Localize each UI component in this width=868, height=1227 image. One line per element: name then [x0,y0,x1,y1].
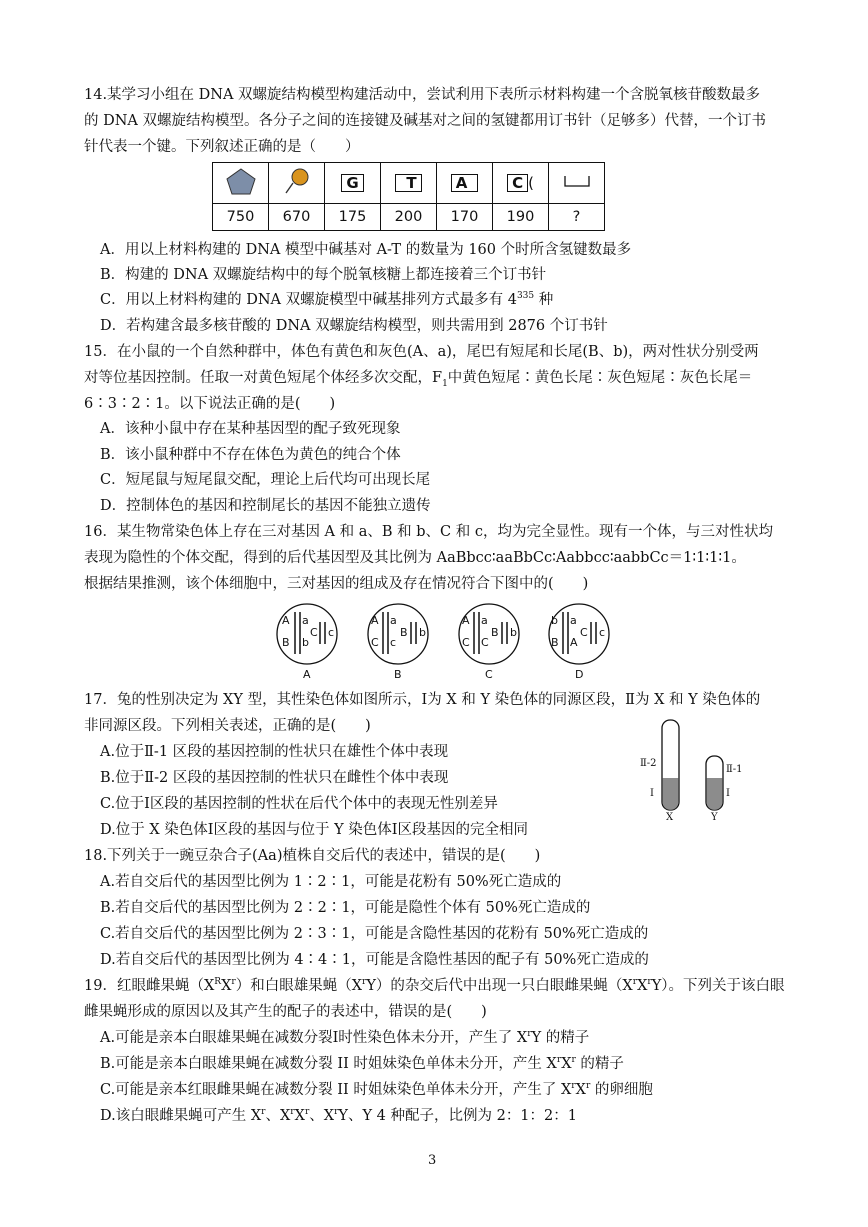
q15-line2: 对等位基因控制。任取一对黄色短尾个体经多次交配，$F_1$中黄色短尾∶黄色长尾∶灰色短尾∶灰色长尾＝ [84,370,753,389]
q14-option-a: A．用以上材料构建的 DNA 模型中碱基对 A-T 的数量为 160 个时所含氢键数最多 [100,242,632,258]
q18-option-a: A.若自交后代的基因型比例为 1∶2∶1，可能是花粉有 50%死亡造成的 [100,874,562,890]
q19-line1: 19．红眼雌果蝇$(X^RX^r)$和白眼雄果蝇$(X^rY)$的杂交后代中出现一只白眼雌果蝇$(X^rX^rY)$。下列关于该白眼 [84,977,785,994]
svg-text:b: b [551,614,558,627]
q17-line1: 17．兔的性别决定为 XY 型，其性染色体如图所示，Ⅰ为 X 和 Y 染色体的同源区段，Ⅱ为 X 和 Y 染色体的 [84,692,761,708]
svg-text:C: C [580,626,588,639]
q14-line2: 的 DNA 双螺旋结构模型。各分子之间的连接键及碱基对之间的氢键都用订书针（足够多）代替，一个订书 [84,113,766,129]
q16-line1: 16．某生物常染色体上存在三对基因 A 和 a、B 和 b、C 和 c，均为完全显性。现有一个体，与三对性状均 [84,524,773,540]
svg-text:C: C [462,636,470,649]
svg-text:C: C [371,636,379,649]
svg-text:a: a [390,614,397,627]
svg-text:b: b [510,626,517,639]
cell-d [549,604,609,681]
q19-option-a: A.可能是亲本白眼雄果蝇在减数分裂Ⅰ时性染色体未分开，产生了 $X^rY$ 的精子 [100,1029,590,1046]
q16-line2: 表现为隐性的个体交配，得到的后代基因型及其比例为 AaBbcc∶aaBbCc∶Aabbcc∶aabbCc＝1∶1∶1∶1。 [84,550,746,566]
svg-text:A: A [371,614,379,627]
cell-diagram [270,598,620,682]
svg-text:B: B [400,626,408,639]
cell-b [368,604,428,681]
svg-text:A: A [462,614,470,627]
q15-option-c: C．短尾鼠与短尾鼠交配，理论上后代均可出现长尾 [100,472,431,488]
svg-text:c: c [390,636,397,649]
q15-option-d: D．控制体色的基因和控制尾长的基因不能独立遗传 [100,498,431,514]
svg-text:B: B [491,626,499,639]
materials-table [212,162,605,231]
svg-text:Ⅰ: Ⅰ [650,788,654,799]
q17-option-d: D.位于 X 染色体Ⅰ区段的基因与位于 Y 染色体Ⅰ区段基因的完全相同 [100,822,529,838]
phosphate-circle-icon [269,163,325,204]
svg-text:Ⅱ-2: Ⅱ-2 [640,758,657,769]
table-cell: 175 [325,204,381,231]
q15-line1: 15．在小鼠的一个自然种群中，体色有黄色和灰色(A、a)，尾巴有短尾和长尾(B、b)，两对性状分别受两 [84,344,759,360]
table-cell: 190 [493,204,549,231]
q17-option-c: C.位于Ⅰ区段的基因控制的性状在后代个体中的表现无性别差异 [100,796,498,812]
base-g-icon: G [325,163,381,204]
cell-a [277,604,337,681]
svg-text:C: C [310,626,318,639]
svg-text:A: A [303,668,311,681]
q18-option-c: C.若自交后代的基因型比例为 2∶3∶1，可能是含隐性基因的花粉有 50%死亡造成的 [100,926,649,942]
base-a-icon: A [437,163,493,204]
svg-text:B: B [551,636,559,649]
sex-chromosome-figure [634,716,760,824]
deoxyribose-pentagon-icon [213,163,269,204]
bond-connector-icon [549,163,605,204]
svg-text:b: b [419,626,426,639]
cell-c [459,604,519,681]
q14-line1: 14.某学习小组在 DNA 双螺旋结构模型构建活动中，尝试利用下表所示材料构建一个含脱氧核苷酸数最多 [84,87,761,103]
svg-text:X: X [666,812,674,823]
svg-text:a: a [570,614,577,627]
svg-text:Y: Y [711,812,718,823]
q18-option-b: B.若自交后代的基因型比例为 2∶2∶1，可能是隐性个体有 50%死亡造成的 [100,900,591,916]
svg-text:A: A [570,636,578,649]
q17-option-a: A.位于Ⅱ-1 区段的基因控制的性状只在雄性个体中表现 [100,744,449,760]
q15-option-a: A．该种小鼠中存在某种基因型的配子致死现象 [100,421,401,437]
table-cell: 170 [437,204,493,231]
svg-text:c: c [328,626,335,639]
base-c-icon: C ( [493,163,549,204]
q15-option-b: B．该小鼠种群中不存在体色为黄色的纯合个体 [100,447,401,463]
svg-text:C: C [485,668,493,681]
q19-option-c: C.可能是亲本红眼雌果蝇在减数分裂 II 时姐妹染色单体未分开，产生了 $X^rX^r$ 的卵细胞 [100,1081,653,1098]
svg-text:b: b [302,636,309,649]
q14-line3: 针代表一个键。下列叙述正确的是（ ） [84,139,360,155]
q18-option-d: D.若自交后代的基因型比例为 4∶4∶1，可能是含隐性基因的配子有 50%死亡造成的 [100,952,649,968]
table-cell: 670 [269,204,325,231]
svg-text:Ⅰ: Ⅰ [726,788,730,799]
q17-option-b: B.位于Ⅱ-2 区段的基因控制的性状只在雌性个体中表现 [100,770,449,786]
q14-option-d: D．若构建含最多核苷酸的 DNA 双螺旋结构模型，则共需用到 2876 个订书针 [100,318,608,334]
svg-text:A: A [282,614,290,627]
table-cell: ? [549,204,605,231]
svg-text:Ⅱ-1: Ⅱ-1 [726,764,743,775]
page-number: 3 [428,1153,437,1168]
q19-option-d: D.该白眼雌果蝇可产生 $X^r$、$X^rX^r$、$X^rY$、Y 4 种配子，比例为 2：1：2：1 [100,1107,577,1124]
table-cell: 750 [213,204,269,231]
svg-text:a: a [481,614,488,627]
table-cell: 200 [381,204,437,231]
q14-option-c: C．用以上材料构建的 DNA 双螺旋模型中碱基排列方式最多有 $4^{335}$ 种 [100,291,554,308]
svg-text:c: c [599,626,606,639]
q19-option-b: B.可能是亲本白眼雄果蝇在减数分裂 II 时姐妹染色单体未分开，产生 $X^rX^r$ 的精子 [100,1055,624,1072]
svg-text:B: B [282,636,290,649]
q17-line2: 非同源区段。下列相关表述，正确的是( ) [84,718,371,734]
q19-line2: 雌果蝇形成的原因以及其产生的配子的表述中，错误的是( ) [84,1004,487,1020]
svg-text:D: D [575,668,584,681]
svg-text:C: C [481,636,489,649]
svg-text:B: B [394,668,402,681]
q18-line1: 18.下列关于一豌豆杂合子(Aa)植株自交后代的表述中，错误的是( ) [84,848,541,864]
q16-line3: 根据结果推测，该个体细胞中，三对基因的组成及存在情况符合下图中的( ) [84,576,589,592]
q14-option-b: B．构建的 DNA 双螺旋结构中的每个脱氧核糖上都连接着三个订书针 [100,267,547,283]
q15-line3: 6∶3∶2∶1。以下说法正确的是( ) [84,396,336,412]
svg-text:a: a [302,614,309,627]
base-t-icon: T [381,163,437,204]
